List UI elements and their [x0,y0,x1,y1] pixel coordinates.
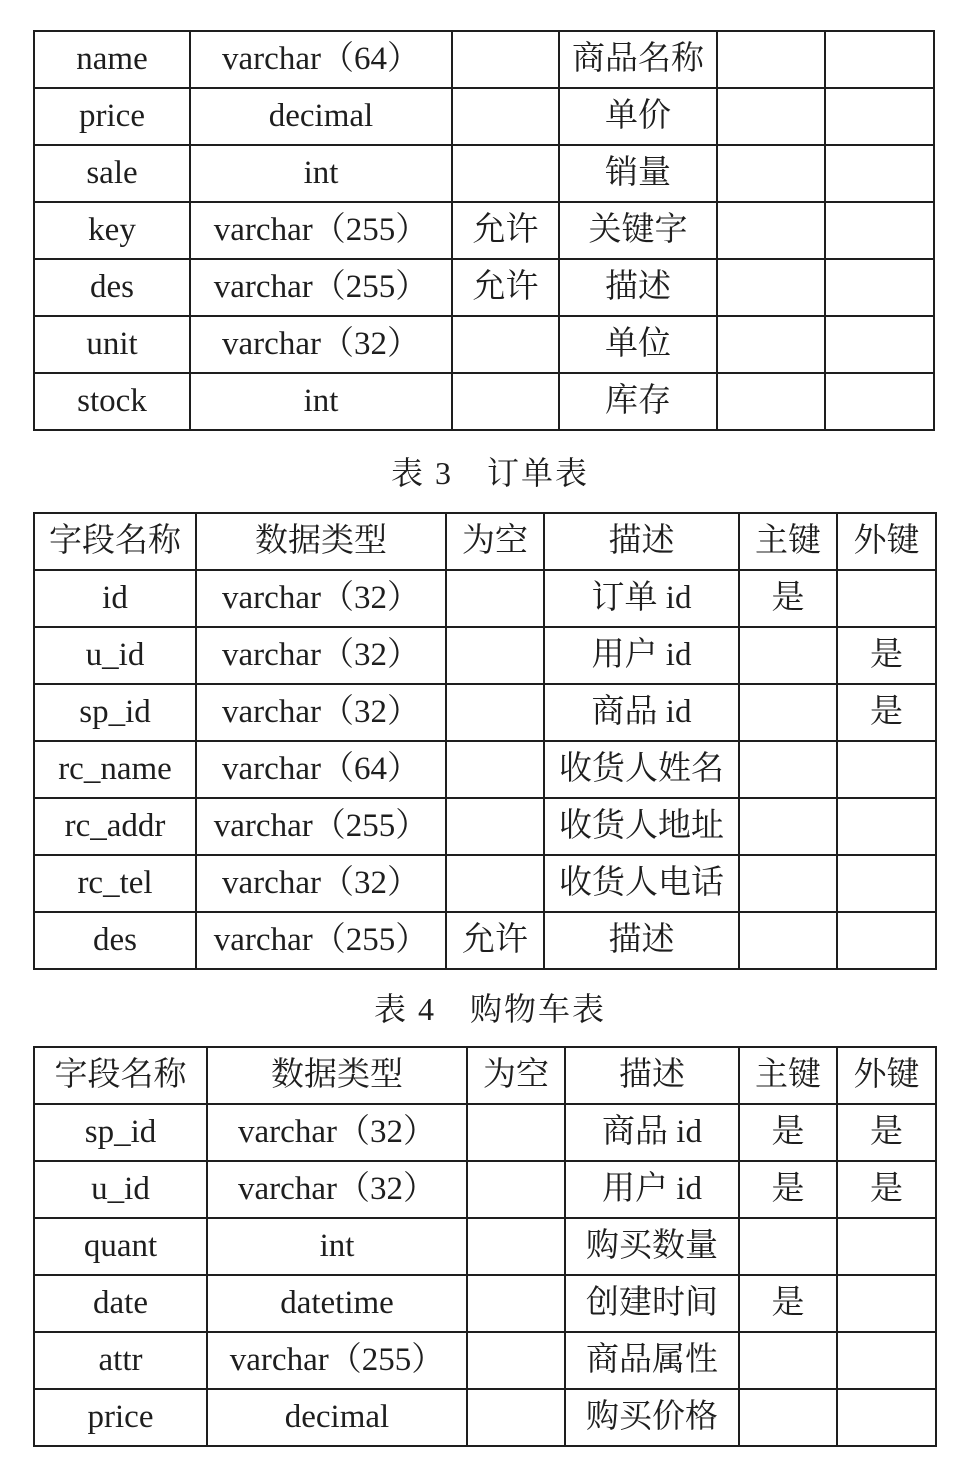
data-type-cell: varchar（32） [196,627,446,684]
nullable-cell [452,316,559,373]
table-row [34,1275,936,1332]
description-cell: 商品 id [565,1104,739,1161]
data-type-cell: varchar（255） [207,1332,467,1389]
field-name-cell: u_id [34,1161,207,1218]
primary-key-cell: 是 [739,1161,837,1218]
field-name-cell: id [34,570,196,627]
primary-key-cell [717,145,825,202]
data-type-cell: varchar（32） [196,684,446,741]
field-name-cell: sp_id [34,684,196,741]
orders-table [33,512,937,970]
description-cell: 商品属性 [565,1332,739,1389]
foreign-key-cell [837,798,936,855]
nullable-cell [446,855,544,912]
data-type-cell: datetime [207,1275,467,1332]
field-name-cell: rc_tel [34,855,196,912]
field-name-cell: date [34,1275,207,1332]
table-row [34,1389,936,1446]
nullable-cell [446,741,544,798]
data-type-cell: decimal [190,88,452,145]
field-name-cell: key [34,202,190,259]
primary-key-cell [717,202,825,259]
field-name-cell: price [34,88,190,145]
foreign-key-cell [837,855,936,912]
primary-key-cell [717,316,825,373]
column-header: 主键 [739,513,837,570]
description-cell: 收货人姓名 [544,741,739,798]
nullable-cell [452,145,559,202]
foreign-key-cell [837,741,936,798]
data-type-cell: varchar（255） [196,798,446,855]
foreign-key-cell [837,1218,936,1275]
field-name-cell: attr [34,1332,207,1389]
column-header: 为空 [467,1047,565,1104]
field-name-cell: rc_name [34,741,196,798]
table-row [34,570,936,627]
primary-key-cell [717,88,825,145]
nullable-cell: 允许 [446,912,544,969]
data-type-cell: int [190,145,452,202]
table-row [34,798,936,855]
description-cell: 用户 id [565,1161,739,1218]
table4-caption: 表 4 购物车表 [373,991,606,1027]
description-cell: 商品 id [544,684,739,741]
column-header: 数据类型 [207,1047,467,1104]
description-cell: 商品名称 [559,31,717,88]
table-row [34,259,934,316]
foreign-key-cell: 是 [837,684,936,741]
data-type-cell: varchar（32） [196,855,446,912]
data-type-cell: varchar（32） [207,1161,467,1218]
description-cell: 创建时间 [565,1275,739,1332]
primary-key-cell [739,1332,837,1389]
primary-key-cell [739,855,837,912]
data-type-cell: varchar（64） [196,741,446,798]
foreign-key-cell [825,259,934,316]
foreign-key-cell [825,145,934,202]
foreign-key-cell: 是 [837,1161,936,1218]
data-type-cell: int [207,1218,467,1275]
table-row [34,31,934,88]
table-row [34,1104,936,1161]
description-cell: 库存 [559,373,717,430]
field-name-cell: des [34,259,190,316]
table-row [34,627,936,684]
nullable-cell [452,373,559,430]
description-cell: 收货人电话 [544,855,739,912]
nullable-cell [467,1161,565,1218]
primary-key-cell: 是 [739,570,837,627]
data-type-cell: varchar（32） [190,316,452,373]
primary-key-cell: 是 [739,1275,837,1332]
nullable-cell [467,1332,565,1389]
column-header: 描述 [565,1047,739,1104]
nullable-cell [446,570,544,627]
table-header-row [34,1047,936,1104]
foreign-key-cell [837,912,936,969]
description-cell: 描述 [544,912,739,969]
nullable-cell [452,31,559,88]
data-type-cell: int [190,373,452,430]
foreign-key-cell [825,373,934,430]
primary-key-cell [739,627,837,684]
primary-key-cell [739,1389,837,1446]
foreign-key-cell [825,31,934,88]
field-name-cell: name [34,31,190,88]
nullable-cell: 允许 [452,259,559,316]
field-name-cell: price [34,1389,207,1446]
table-row [34,855,936,912]
column-header: 外键 [837,513,936,570]
description-cell: 购买价格 [565,1389,739,1446]
foreign-key-cell [837,570,936,627]
primary-key-cell [717,259,825,316]
nullable-cell [467,1218,565,1275]
cart-table [33,1046,937,1447]
column-header: 描述 [544,513,739,570]
table-row [34,1218,936,1275]
field-name-cell: stock [34,373,190,430]
column-header: 数据类型 [196,513,446,570]
primary-key-cell [739,741,837,798]
description-cell: 销量 [559,145,717,202]
description-cell: 订单 id [544,570,739,627]
nullable-cell [446,684,544,741]
field-name-cell: unit [34,316,190,373]
description-cell: 收货人地址 [544,798,739,855]
data-type-cell: varchar（64） [190,31,452,88]
field-name-cell: sp_id [34,1104,207,1161]
column-header: 为空 [446,513,544,570]
nullable-cell [467,1104,565,1161]
table-row [34,145,934,202]
nullable-cell [452,88,559,145]
field-name-cell: quant [34,1218,207,1275]
column-header: 字段名称 [34,1047,207,1104]
data-type-cell: varchar（32） [196,570,446,627]
table-row [34,684,936,741]
table-row [34,88,934,145]
products-table-continued [33,30,935,431]
field-name-cell: des [34,912,196,969]
foreign-key-cell [825,88,934,145]
description-cell: 描述 [559,259,717,316]
table-row [34,741,936,798]
foreign-key-cell: 是 [837,627,936,684]
products-table-body [34,31,934,430]
primary-key-cell [739,798,837,855]
data-type-cell: varchar（255） [190,259,452,316]
data-type-cell: decimal [207,1389,467,1446]
nullable-cell [446,627,544,684]
table-row [34,1332,936,1389]
nullable-cell [446,798,544,855]
description-cell: 单位 [559,316,717,373]
foreign-key-cell: 是 [837,1104,936,1161]
foreign-key-cell [825,316,934,373]
data-type-cell: varchar（255） [196,912,446,969]
description-cell: 单价 [559,88,717,145]
field-name-cell: u_id [34,627,196,684]
foreign-key-cell [837,1275,936,1332]
description-cell: 关键字 [559,202,717,259]
table-row [34,316,934,373]
nullable-cell: 允许 [452,202,559,259]
foreign-key-cell [825,202,934,259]
primary-key-cell [717,373,825,430]
column-header: 字段名称 [34,513,196,570]
primary-key-cell: 是 [739,1104,837,1161]
table-header-row [34,513,936,570]
cart-table-body [34,1047,936,1446]
field-name-cell: sale [34,145,190,202]
table-row [34,1161,936,1218]
foreign-key-cell [837,1389,936,1446]
description-cell: 购买数量 [565,1218,739,1275]
table3-caption: 表 3 订单表 [390,455,589,491]
nullable-cell [467,1275,565,1332]
foreign-key-cell [837,1332,936,1389]
orders-table-body [34,513,936,969]
field-name-cell: rc_addr [34,798,196,855]
table-row [34,912,936,969]
data-type-cell: varchar（255） [190,202,452,259]
nullable-cell [467,1389,565,1446]
column-header: 主键 [739,1047,837,1104]
data-type-cell: varchar（32） [207,1104,467,1161]
table-row [34,202,934,259]
primary-key-cell [717,31,825,88]
primary-key-cell [739,1218,837,1275]
table-row [34,373,934,430]
description-cell: 用户 id [544,627,739,684]
column-header: 外键 [837,1047,936,1104]
primary-key-cell [739,684,837,741]
primary-key-cell [739,912,837,969]
